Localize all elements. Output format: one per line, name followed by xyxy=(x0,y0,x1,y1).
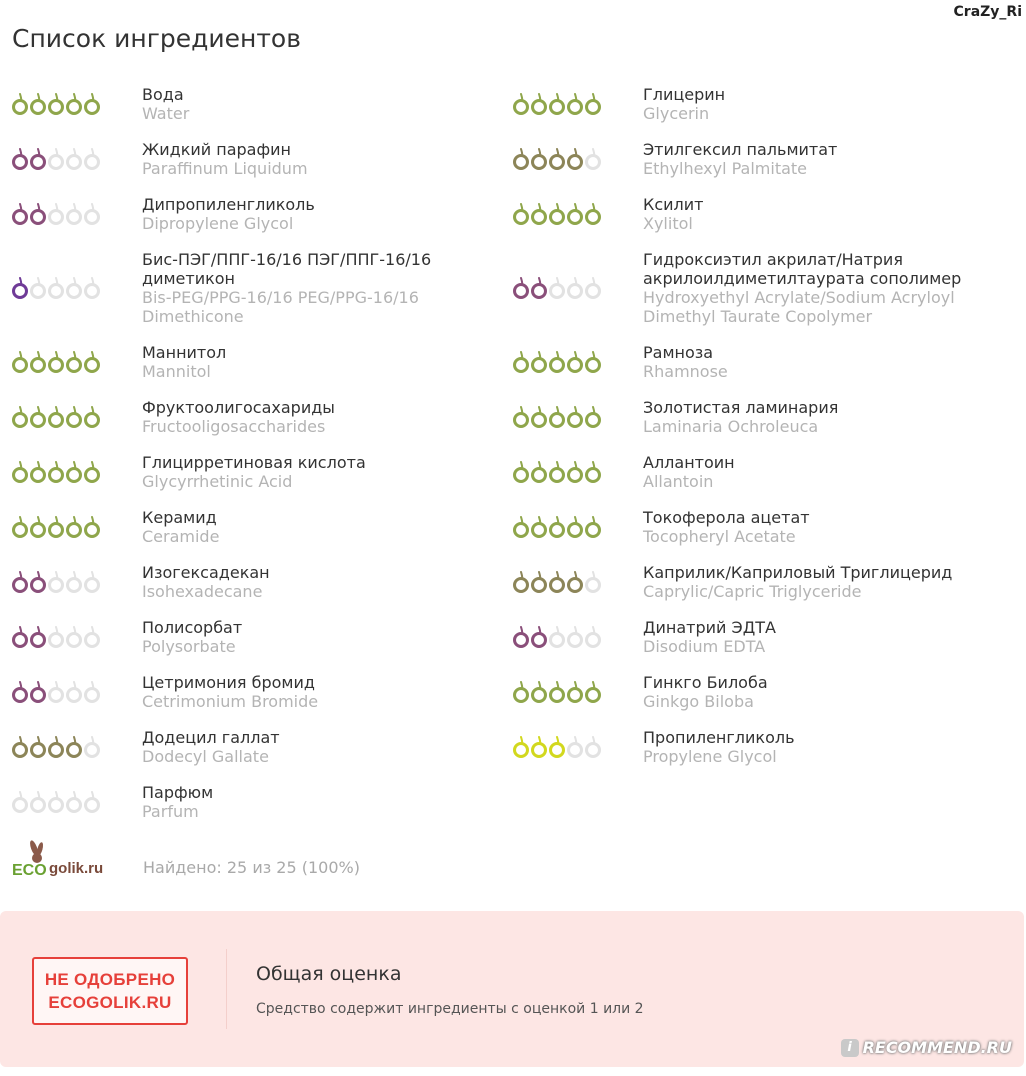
rating-drop-icon xyxy=(66,351,82,373)
ingredient-row[interactable] xyxy=(513,398,1026,436)
rating-drop-icon xyxy=(567,461,583,483)
rating-dots xyxy=(513,93,643,115)
watermark-text: RECOMMEND.RU xyxy=(862,1038,1012,1057)
ingredient-row[interactable] xyxy=(513,140,1026,178)
rating-drop-icon xyxy=(12,516,28,538)
rating-drop-icon xyxy=(66,461,82,483)
rating-drop-icon xyxy=(585,461,601,483)
ingredient-row[interactable] xyxy=(12,453,512,491)
ingredient-name-ru: Парфюм xyxy=(142,783,214,802)
rating-drop-icon xyxy=(12,681,28,703)
ingredient-names xyxy=(142,195,512,233)
rating-drop-icon xyxy=(48,351,64,373)
ingredient-names xyxy=(643,453,1003,491)
rating-drop-icon xyxy=(585,148,601,170)
ingredient-name-ru: Маннитол xyxy=(142,343,227,362)
rating-drop-icon xyxy=(12,277,28,299)
ingredient-row[interactable] xyxy=(513,453,1026,491)
rating-drop-icon xyxy=(549,277,565,299)
ingredient-name-latin: Polysorbate xyxy=(142,637,236,656)
ingredient-name-ru: Пропиленгликоль xyxy=(643,728,795,747)
ingredient-name-ru: Динатрий ЭДТА xyxy=(643,618,776,637)
ingredient-name-ru: Додецил галлат xyxy=(142,728,280,747)
recommend-logo-icon: i xyxy=(841,1039,859,1057)
ingredient-name-ru: Токоферола ацетат xyxy=(643,508,810,527)
rating-drop-icon xyxy=(585,571,601,593)
ingredient-row[interactable] xyxy=(12,673,512,711)
ingredient-names xyxy=(142,85,512,123)
ingredient-name-latin: Paraffinum Liquidum xyxy=(142,159,308,178)
ingredient-name-latin: Mannitol xyxy=(142,362,211,381)
rating-drop-icon xyxy=(30,93,46,115)
rating-dots xyxy=(513,406,643,428)
rating-drop-icon xyxy=(48,203,64,225)
ingredient-name-latin: Xylitol xyxy=(643,214,693,233)
ingredient-row[interactable] xyxy=(513,728,1026,766)
rating-drop-icon xyxy=(84,571,100,593)
rating-drop-icon xyxy=(12,736,28,758)
rating-drop-icon xyxy=(531,406,547,428)
ingredient-names xyxy=(643,398,1003,436)
ingredient-name-latin: Dodecyl Gallate xyxy=(142,747,269,766)
ingredient-row[interactable] xyxy=(513,673,1026,711)
ingredient-name-ru: Дипропиленгликоль xyxy=(142,195,315,214)
ingredient-name-latin: Glycerin xyxy=(643,104,710,123)
ingredient-name-ru: Жидкий парафин xyxy=(142,140,292,159)
rating-drop-icon xyxy=(30,351,46,373)
ingredient-names xyxy=(643,728,1003,766)
rating-dots xyxy=(513,571,643,593)
rating-drop-icon xyxy=(567,351,583,373)
rating-drop-icon xyxy=(66,516,82,538)
ingredient-name-latin: Bis-PEG/PPG-16/16 PEG/PPG-16/16 Dimethicone xyxy=(142,288,419,326)
ingredient-name-ru: Рамноза xyxy=(643,343,714,362)
ingredient-names xyxy=(142,250,512,326)
rating-drop-icon xyxy=(66,203,82,225)
rating-drop-icon xyxy=(84,736,100,758)
ingredient-name-ru: Каприлик/Каприловый Триглицерид xyxy=(643,563,953,582)
ingredient-name-latin: Dipropylene Glycol xyxy=(142,214,294,233)
ingredient-name-latin: Parfum xyxy=(142,802,199,821)
rating-dots xyxy=(12,681,142,703)
rating-drop-icon xyxy=(30,461,46,483)
ingredient-name-latin: Disodium EDTA xyxy=(643,637,766,656)
rating-drop-icon xyxy=(66,406,82,428)
ingredient-names xyxy=(142,728,512,766)
rating-drop-icon xyxy=(66,791,82,813)
rating-drop-icon xyxy=(66,736,82,758)
ingredient-name-ru: Ксилит xyxy=(643,195,704,214)
ingredient-row[interactable] xyxy=(12,618,512,656)
rating-drop-icon xyxy=(84,93,100,115)
rating-dots xyxy=(12,406,142,428)
rating-drop-icon xyxy=(66,571,82,593)
rating-drop-icon xyxy=(513,571,529,593)
ingredient-name-latin: Ethylhexyl Palmitate xyxy=(643,159,808,178)
ingredient-name-latin: Isohexadecane xyxy=(142,582,263,601)
rating-drop-icon xyxy=(30,736,46,758)
verdict-text: Средство содержит ингредиенты с оценкой 1 или 2 xyxy=(256,1001,644,1017)
ingredient-name-ru: Глицерин xyxy=(643,85,726,104)
rating-drop-icon xyxy=(30,148,46,170)
rating-drop-icon xyxy=(567,93,583,115)
rating-drop-icon xyxy=(513,516,529,538)
rating-drop-icon xyxy=(30,571,46,593)
rating-drop-icon xyxy=(84,516,100,538)
ingredient-row[interactable] xyxy=(12,195,512,233)
rating-drop-icon xyxy=(531,736,547,758)
rating-drop-icon xyxy=(84,203,100,225)
ingredient-name-ru: Золотистая ламинария xyxy=(643,398,839,417)
ingredient-name-latin: Ceramide xyxy=(142,527,220,546)
rating-drop-icon xyxy=(30,406,46,428)
ingredient-name-ru: Фруктоолигосахариды xyxy=(142,398,335,417)
rabbit-icon xyxy=(28,839,44,863)
ingredients-right-column xyxy=(513,85,1026,766)
ingredient-names xyxy=(643,563,1003,601)
rating-dots xyxy=(12,148,142,170)
rating-dots xyxy=(12,791,142,813)
page-title: Список ингредиентов xyxy=(12,24,301,53)
rating-drop-icon xyxy=(48,461,64,483)
ingredient-name-latin: Rhamnose xyxy=(643,362,728,381)
recommend-watermark xyxy=(841,1038,1012,1057)
ingredient-name-ru: Полисорбат xyxy=(142,618,243,637)
rating-drop-icon xyxy=(30,626,46,648)
rating-drop-icon xyxy=(84,277,100,299)
rating-drop-icon xyxy=(585,626,601,648)
ingredient-names xyxy=(643,250,1003,326)
rating-drop-icon xyxy=(66,681,82,703)
rating-dots xyxy=(12,351,142,373)
rating-drop-icon xyxy=(585,203,601,225)
rating-drop-icon xyxy=(12,791,28,813)
rating-drop-icon xyxy=(513,351,529,373)
rating-drop-icon xyxy=(531,203,547,225)
rating-dots xyxy=(513,461,643,483)
ingredient-row[interactable] xyxy=(12,140,512,178)
rating-drop-icon xyxy=(12,351,28,373)
stamp-line-1: НЕ ОДОБРЕНО xyxy=(44,970,176,989)
ingredient-name-latin: Caprylic/Capric Triglyceride xyxy=(643,582,862,601)
rating-drop-icon xyxy=(549,351,565,373)
rating-dots xyxy=(12,571,142,593)
ingredient-name-ru: Глицирретиновая кислота xyxy=(142,453,366,472)
rating-drop-icon xyxy=(549,736,565,758)
rating-drop-icon xyxy=(48,681,64,703)
rating-drop-icon xyxy=(12,93,28,115)
rating-drop-icon xyxy=(531,516,547,538)
ingredient-name-ru: Вода xyxy=(142,85,184,104)
ingredient-name-ru: Керамид xyxy=(142,508,217,527)
rating-drop-icon xyxy=(585,277,601,299)
rating-drop-icon xyxy=(66,277,82,299)
ingredient-names xyxy=(142,673,512,711)
rating-drop-icon xyxy=(30,681,46,703)
ingredient-row[interactable] xyxy=(12,85,512,123)
ingredient-row[interactable] xyxy=(12,508,512,546)
rating-drop-icon xyxy=(567,203,583,225)
rating-drop-icon xyxy=(84,351,100,373)
ingredient-name-latin: Glycyrrhetinic Acid xyxy=(142,472,293,491)
rating-dots xyxy=(513,277,643,299)
rating-drop-icon xyxy=(531,681,547,703)
ingredient-names xyxy=(643,85,1003,123)
rating-drop-icon xyxy=(531,93,547,115)
rating-drop-icon xyxy=(549,203,565,225)
ingredient-names xyxy=(142,508,512,546)
rating-drop-icon xyxy=(567,277,583,299)
ingredient-name-ru: Аллантоин xyxy=(643,453,735,472)
ingredient-row[interactable] xyxy=(12,250,512,326)
ingredient-names xyxy=(643,673,1003,711)
ingredient-row[interactable] xyxy=(513,195,1026,233)
rating-drop-icon xyxy=(66,626,82,648)
ingredient-names xyxy=(643,343,1003,381)
rating-dots xyxy=(513,351,643,373)
ingredient-row[interactable] xyxy=(513,618,1026,656)
ingredient-name-latin: Laminaria Ochroleuca xyxy=(643,417,819,436)
rating-drop-icon xyxy=(531,148,547,170)
rating-dots xyxy=(12,93,142,115)
rating-drop-icon xyxy=(48,148,64,170)
rating-drop-icon xyxy=(48,736,64,758)
logo-rest: golik.ru xyxy=(49,860,104,877)
ingredient-names xyxy=(643,508,1003,546)
rating-drop-icon xyxy=(12,626,28,648)
ingredient-name-ru: Изогексадекан xyxy=(142,563,270,582)
ingredient-name-ru: Цетримония бромид xyxy=(142,673,315,692)
rating-drop-icon xyxy=(549,626,565,648)
ingredient-row[interactable] xyxy=(513,343,1026,381)
ingredient-row[interactable] xyxy=(12,563,512,601)
ingredients-left-column xyxy=(12,85,512,821)
rating-drop-icon xyxy=(549,148,565,170)
ingredient-names xyxy=(142,563,512,601)
rating-drop-icon xyxy=(66,93,82,115)
author-name[interactable]: CraZy_Ri xyxy=(953,4,1022,20)
rating-drop-icon xyxy=(84,626,100,648)
divider xyxy=(226,949,227,1029)
rating-drop-icon xyxy=(30,277,46,299)
rating-dots xyxy=(12,203,142,225)
rating-drop-icon xyxy=(513,148,529,170)
rating-drop-icon xyxy=(30,203,46,225)
found-count: Найдено: 25 из 25 (100%) xyxy=(143,858,360,877)
rating-drop-icon xyxy=(12,406,28,428)
rating-drop-icon xyxy=(531,351,547,373)
rating-drop-icon xyxy=(549,406,565,428)
ingredient-row[interactable] xyxy=(12,783,512,821)
rating-drop-icon xyxy=(66,148,82,170)
rating-drop-icon xyxy=(567,571,583,593)
ingredient-name-latin: Cetrimonium Bromide xyxy=(142,692,319,711)
rating-drop-icon xyxy=(567,516,583,538)
rating-drop-icon xyxy=(549,681,565,703)
ingredient-row[interactable] xyxy=(12,398,512,436)
rating-drop-icon xyxy=(513,736,529,758)
not-approved-stamp xyxy=(32,957,188,1025)
ecogolik-logo[interactable] xyxy=(12,838,124,878)
rating-drop-icon xyxy=(84,406,100,428)
rating-drop-icon xyxy=(84,681,100,703)
rating-drop-icon xyxy=(513,203,529,225)
rating-drop-icon xyxy=(585,736,601,758)
verdict-title: Общая оценка xyxy=(256,963,402,985)
rating-drop-icon xyxy=(48,626,64,648)
rating-drop-icon xyxy=(585,681,601,703)
rating-dots xyxy=(12,516,142,538)
rating-dots xyxy=(12,461,142,483)
rating-drop-icon xyxy=(585,516,601,538)
ingredient-names xyxy=(142,140,512,178)
ingredient-name-latin: Fructooligosaccharides xyxy=(142,417,326,436)
ingredient-row[interactable] xyxy=(513,508,1026,546)
rating-drop-icon xyxy=(585,93,601,115)
rating-drop-icon xyxy=(585,406,601,428)
rating-drop-icon xyxy=(513,93,529,115)
rating-drop-icon xyxy=(549,93,565,115)
rating-drop-icon xyxy=(12,571,28,593)
rating-drop-icon xyxy=(30,791,46,813)
rating-drop-icon xyxy=(48,571,64,593)
rating-drop-icon xyxy=(12,203,28,225)
rating-dots xyxy=(513,736,643,758)
rating-drop-icon xyxy=(48,406,64,428)
rating-drop-icon xyxy=(549,461,565,483)
ingredient-name-latin: Hydroxyethyl Acrylate/Sodium Acryloyl Dimethyl Taurate Copolymer xyxy=(643,288,955,326)
ingredient-row[interactable] xyxy=(513,563,1026,601)
rating-dots xyxy=(513,626,643,648)
ingredient-name-latin: Water xyxy=(142,104,190,123)
rating-dots xyxy=(12,277,142,299)
rating-drop-icon xyxy=(567,406,583,428)
rating-drop-icon xyxy=(567,736,583,758)
rating-drop-icon xyxy=(585,351,601,373)
rating-drop-icon xyxy=(531,461,547,483)
rating-drop-icon xyxy=(531,571,547,593)
ingredient-row[interactable] xyxy=(12,728,512,766)
logo-eco: ECO xyxy=(12,862,47,878)
ingredient-row[interactable] xyxy=(513,250,1026,326)
rating-drop-icon xyxy=(549,571,565,593)
rating-drop-icon xyxy=(567,681,583,703)
rating-dots xyxy=(513,516,643,538)
rating-dots xyxy=(12,626,142,648)
ingredient-names xyxy=(142,783,512,821)
ingredient-name-latin: Propylene Glycol xyxy=(643,747,777,766)
rating-drop-icon xyxy=(12,461,28,483)
rating-dots xyxy=(513,148,643,170)
ingredient-names xyxy=(142,453,512,491)
rating-drop-icon xyxy=(513,461,529,483)
rating-drop-icon xyxy=(513,681,529,703)
stamp-line-2: ECOGOLIK.RU xyxy=(48,993,172,1012)
rating-drop-icon xyxy=(549,516,565,538)
ingredient-names xyxy=(643,195,1003,233)
rating-drop-icon xyxy=(84,791,100,813)
rating-drop-icon xyxy=(567,626,583,648)
rating-dots xyxy=(12,736,142,758)
ingredient-name-ru: Гидроксиэтил акрилат/Натрия акрилоилдиметилтаурата сополимер xyxy=(643,250,962,288)
ingredient-name-ru: Бис-ПЭГ/ППГ-16/16 ПЭГ/ППГ-16/16 диметикон xyxy=(142,250,432,288)
rating-dots xyxy=(513,203,643,225)
rating-drop-icon xyxy=(84,148,100,170)
ingredient-name-latin: Ginkgo Biloba xyxy=(643,692,754,711)
rating-drop-icon xyxy=(513,626,529,648)
rating-drop-icon xyxy=(84,461,100,483)
rating-drop-icon xyxy=(531,277,547,299)
ingredient-names xyxy=(142,398,512,436)
rating-drop-icon xyxy=(48,516,64,538)
ingredient-name-ru: Этилгексил пальмитат xyxy=(643,140,838,159)
rating-drop-icon xyxy=(48,93,64,115)
rating-dots xyxy=(513,681,643,703)
ingredient-names xyxy=(142,343,512,381)
ingredient-names xyxy=(643,140,1003,178)
ingredient-name-latin: Allantoin xyxy=(643,472,714,491)
rating-drop-icon xyxy=(567,148,583,170)
rating-drop-icon xyxy=(531,626,547,648)
ingredient-row[interactable] xyxy=(513,85,1026,123)
rating-drop-icon xyxy=(48,791,64,813)
ingredient-name-latin: Tocopheryl Acetate xyxy=(643,527,796,546)
ingredient-names xyxy=(643,618,1003,656)
ingredient-row[interactable] xyxy=(12,343,512,381)
ingredient-names xyxy=(142,618,512,656)
rating-drop-icon xyxy=(48,277,64,299)
rating-drop-icon xyxy=(513,277,529,299)
rating-drop-icon xyxy=(513,406,529,428)
rating-drop-icon xyxy=(12,148,28,170)
rating-drop-icon xyxy=(30,516,46,538)
ingredient-name-ru: Гинкго Билоба xyxy=(643,673,768,692)
